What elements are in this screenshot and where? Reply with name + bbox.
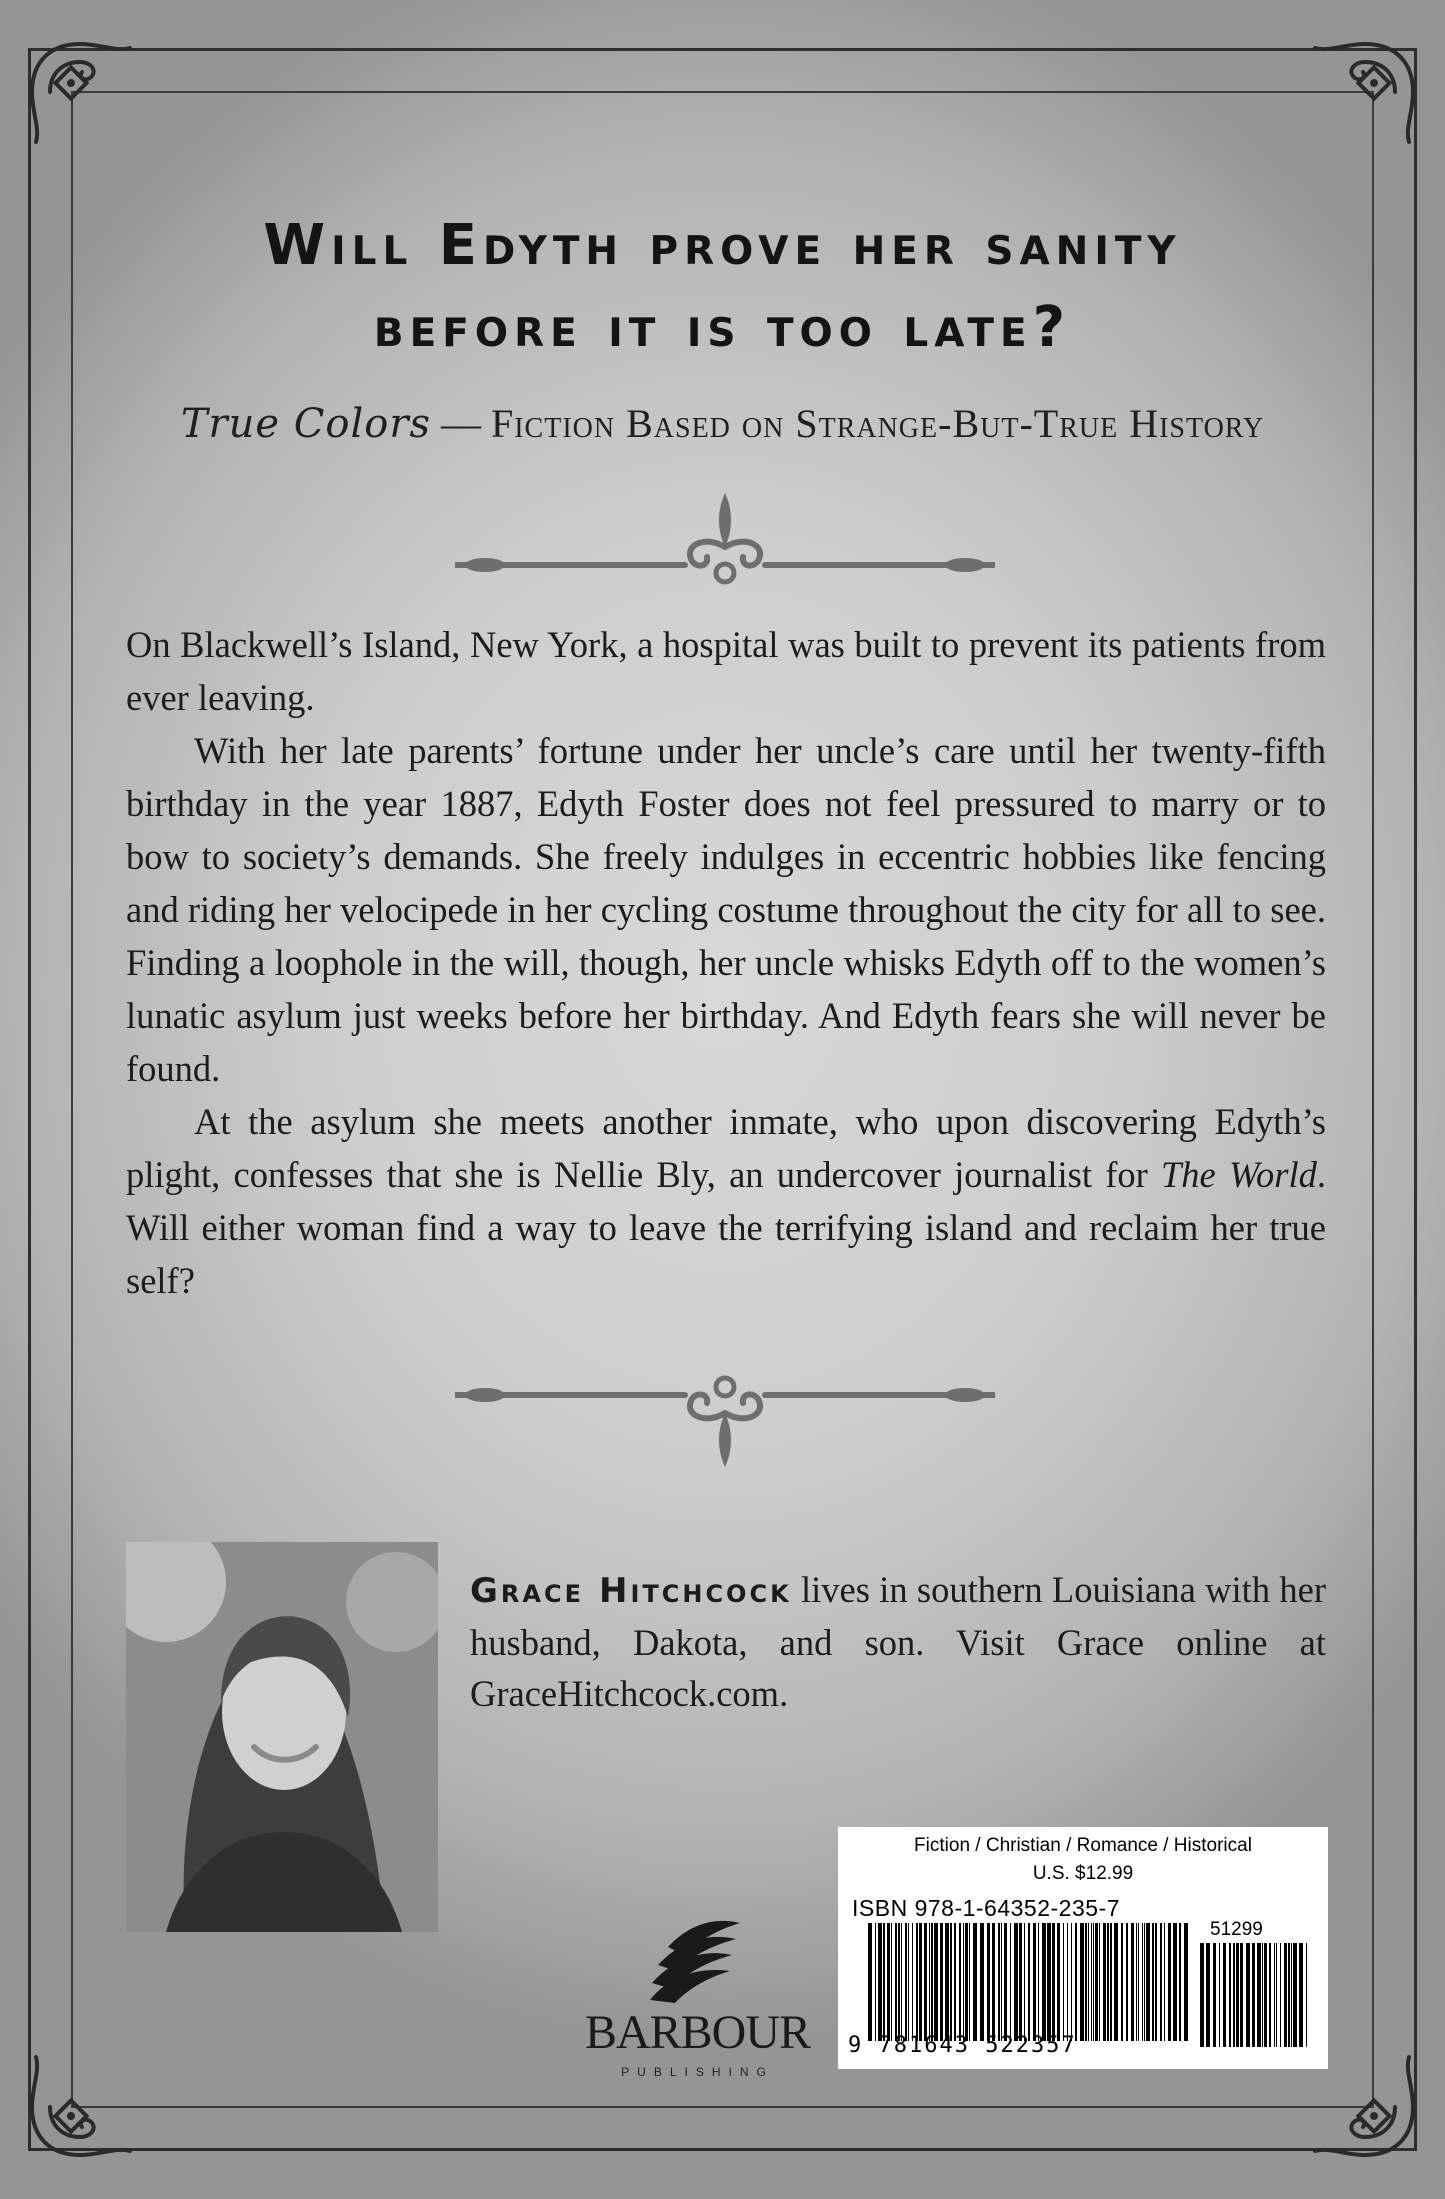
barcode-bar	[1136, 1923, 1137, 2041]
publisher-subtitle: PUBLISHING	[621, 2065, 774, 2079]
barcode-bar	[969, 1923, 970, 2041]
series-tagline: Fiction Based on Strange-But-True History	[490, 401, 1265, 446]
barcode-bar	[1121, 1923, 1123, 2041]
barcode-bar	[1236, 1943, 1239, 2047]
barcode-bar	[1001, 1923, 1002, 2041]
barcode-bar	[1114, 1923, 1118, 2041]
author-name: Grace Hitchcock	[470, 1571, 792, 1611]
barcode-bar	[973, 1923, 977, 2041]
barcode-bar	[1293, 1943, 1297, 2047]
barcode-bar	[1168, 1923, 1171, 2041]
bisac-category: Fiction / Christian / Romance / Historical	[914, 1835, 1252, 1856]
barcode-bar	[1200, 1943, 1204, 2047]
barcode-bar	[1240, 1943, 1243, 2047]
barcode-bar	[934, 1923, 938, 2041]
barcode-bar	[1038, 1923, 1039, 2041]
barcode-bar	[1284, 1943, 1287, 2047]
barcode-bar	[1103, 1923, 1106, 2041]
barcode-bar	[895, 1923, 897, 2041]
barcode-bar	[1138, 1923, 1139, 2041]
barcode-bar	[1107, 1923, 1109, 2041]
barcode-bar	[929, 1923, 930, 2041]
barcode-bar	[980, 1923, 984, 2041]
barcode-bar	[912, 1923, 913, 2041]
barcode-bar	[1126, 1923, 1128, 2041]
barcode-bar	[1028, 1923, 1030, 2041]
barcode-bar	[1257, 1943, 1261, 2047]
barcode-bar	[1280, 1943, 1281, 2047]
barcode-bar	[1063, 1923, 1064, 2041]
author-bio	[470, 1564, 1326, 1719]
barcode-bar	[992, 1923, 995, 2041]
barcode-bar	[887, 1923, 890, 2041]
barcode-bar	[1276, 1943, 1277, 2047]
barcode-bar	[959, 1923, 961, 2041]
barcode-bar	[1179, 1923, 1181, 2041]
barcode-bar	[924, 1923, 927, 2041]
open-book-icon	[580, 1905, 815, 2005]
barcode-bar	[1184, 1923, 1188, 2041]
author-bio-text: lives in southern Louisiana with her husband, Dakota, and son. Visit Grace online at GraceHitchcock.com.	[470, 1569, 1326, 1714]
barcode-bar	[1206, 1943, 1210, 2047]
barcode-bar	[1173, 1923, 1177, 2041]
corner-ornament-icon	[1305, 32, 1425, 152]
author-photo	[126, 1542, 438, 1932]
barcode-bar	[1299, 1943, 1303, 2047]
series-line	[0, 400, 1445, 447]
barcode-bar	[1019, 1923, 1022, 2041]
barcode-bar	[1142, 1923, 1143, 2041]
barcode-bar	[1219, 1943, 1220, 2047]
barcode-bar	[1057, 1923, 1060, 2041]
barcode-bar	[1229, 1943, 1231, 2047]
barcode-bar	[1052, 1923, 1055, 2041]
barcode-bar	[1014, 1923, 1018, 2041]
addon-barcode-icon	[1200, 1943, 1312, 2047]
barcode-bar	[1264, 1943, 1267, 2047]
barcode-bar	[1091, 1923, 1092, 2041]
barcode-bar	[908, 1923, 909, 2041]
description-paragraph-3	[126, 1095, 1326, 1307]
series-dash: —	[430, 401, 491, 446]
barcode-bar	[1269, 1943, 1271, 2047]
barcode-bar	[987, 1923, 990, 2041]
barcode-bar	[1024, 1923, 1025, 2041]
barcode-bar	[868, 1923, 872, 2041]
description-paragraph-1: On Blackwell’s Island, New York, a hospital was built to prevent its patients from ever leaving.	[126, 624, 1326, 718]
barcode-bar	[1213, 1943, 1216, 2047]
barcode-bar	[954, 1923, 956, 2041]
barcode-bar	[1085, 1923, 1087, 2041]
barcode-bar	[916, 1923, 918, 2041]
barcode-bar	[1099, 1923, 1100, 2041]
barcode-bar	[1146, 1923, 1150, 2041]
barcode-bar	[1164, 1923, 1165, 2041]
headline-line-2: before it is too late?	[373, 295, 1072, 360]
barcode-bar	[905, 1923, 907, 2041]
barcode-bar	[1152, 1923, 1154, 2041]
description-paragraph-2: With her late parents’ fortune under her uncle’s care until her twenty-fifth birthday in the year 1887, Edyth Foster does not feel pressured to marry or to bow to society’s demands. She freely indulges in eccentric hobbies like fencing and riding her velocipede in her cycling costume throughout the city for all to see. Finding a loophole in the will, though, her uncle whisks Edyth off to the women’s lunatic asylum just weeks before her birthday. And Edyth fears she will never be found.	[126, 730, 1326, 1089]
barcode-bar	[1010, 1923, 1011, 2041]
barcode-bar	[901, 1923, 902, 2041]
publisher-name: BARBOUR	[584, 2006, 811, 2059]
ean-barcode-icon	[868, 1923, 1192, 2041]
paragraph-3-start: At the asylum she meets another inmate, who upon discovering Edyth’s plight, confesses that she is Nellie Bly, an undercover journalist for	[126, 1101, 1326, 1195]
barcode-bar	[950, 1923, 952, 2041]
barcode-bar	[1288, 1943, 1290, 2047]
barcode-bar	[1291, 1943, 1292, 2047]
barcode-bar	[965, 1923, 968, 2041]
barcode-bar	[875, 1923, 876, 2041]
author-portrait-icon	[126, 1542, 438, 1932]
barcode-bar	[998, 1923, 1000, 2041]
barcode-bar	[1093, 1923, 1094, 2041]
barcode-bar	[945, 1923, 949, 2041]
barcode-bar	[1233, 1943, 1235, 2047]
barcode-bar	[963, 1923, 964, 2041]
fleuron-divider-icon	[455, 1355, 995, 1475]
price: U.S. $12.99	[1032, 1863, 1134, 1884]
barcode-bar	[883, 1923, 885, 2041]
barcode-bar	[1223, 1943, 1226, 2047]
barcode-bar	[1033, 1923, 1036, 2041]
barcode-bar	[1075, 1923, 1077, 2041]
publisher-logo	[580, 1905, 815, 2095]
barcode-bar	[1246, 1943, 1250, 2047]
barcode-bar	[891, 1923, 892, 2041]
barcode-bar	[1262, 1943, 1263, 2047]
headline	[0, 205, 1445, 369]
corner-ornament-icon	[20, 32, 140, 152]
isbn: ISBN 978-1-64352-235-7	[852, 1895, 1120, 1921]
book-description	[126, 618, 1326, 1307]
barcode-bar	[898, 1923, 900, 2041]
barcode-bar	[940, 1923, 943, 2041]
barcode-bar	[1071, 1923, 1072, 2041]
paragraph-3-end: . Will either woman find a way to leave the terrifying island and reclaim her true self?	[126, 1154, 1326, 1301]
barcode-bar	[1274, 1943, 1275, 2047]
barcode-digits: 9 781643 522357	[848, 2033, 1077, 2058]
barcode-panel	[838, 1827, 1328, 2069]
barcode-bar	[931, 1923, 933, 2041]
barcode-bar	[1088, 1923, 1089, 2041]
barcode-bar	[1131, 1923, 1134, 2041]
barcode-bar	[1042, 1923, 1046, 2041]
barcode-bar	[878, 1923, 882, 2041]
barcode-bar	[1155, 1923, 1157, 2041]
barcode-bar	[1252, 1943, 1255, 2047]
barcode-bar	[919, 1923, 922, 2041]
headline-line-1: Will Edyth prove her sanity	[263, 213, 1182, 278]
barcode-bar	[1144, 1923, 1145, 2041]
price-addon-number: 51299	[1210, 1919, 1263, 1940]
barcode-bar	[1110, 1923, 1112, 2041]
corner-ornament-icon	[20, 2047, 140, 2167]
barcode-bar	[1160, 1923, 1162, 2041]
barcode-bar	[1004, 1923, 1007, 2041]
newspaper-title: The World	[1161, 1154, 1317, 1195]
barcode-bar	[1306, 1943, 1307, 2047]
fleuron-divider-icon	[455, 485, 995, 605]
barcode-bar	[1047, 1923, 1051, 2041]
barcode-bar	[1080, 1923, 1084, 2041]
series-name: True Colors	[180, 401, 431, 447]
barcode-bar	[1067, 1923, 1068, 2041]
barcode-bar	[1095, 1923, 1098, 2041]
